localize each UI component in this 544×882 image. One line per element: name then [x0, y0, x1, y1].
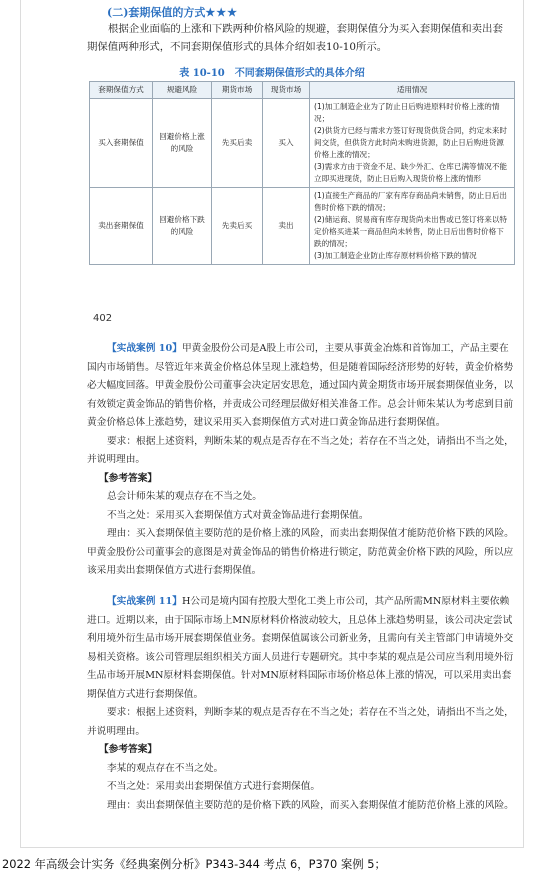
header-conditions: 适用情况 [310, 82, 515, 99]
cell-type: 卖出套期保值 [90, 188, 153, 265]
cell-spot: 买入 [263, 99, 310, 188]
table-header-row [90, 82, 515, 99]
condition-line: (1)直接生产商品的厂家有库存商品尚未销售，防止日后出售时价格下跌的情况； [314, 191, 508, 212]
condition-line: (1)加工制造企业为了防止日后购进原料时价格上涨的情况； [314, 102, 500, 123]
case-10 [87, 340, 517, 581]
page-number: 402 [93, 313, 113, 324]
case-10-label: 【实战案例 10】 [107, 343, 182, 354]
case-10-answer-line: 理由：买入套期保值主要防范的是价格上涨的风险，而卖出套期保值才能防范价格下跌的风险。甲黄金股份公司董事会的意图是对黄金饰品的销售价格进行锁定，防范黄金价格下跌的风险，所以应该采用卖出套期保值方式进行套期保值。 [87, 528, 514, 576]
hedging-table [89, 81, 515, 265]
header-spot: 现货市场 [263, 82, 310, 99]
case-11-answer-label: 【参考答案】 [99, 744, 158, 755]
table-row [90, 188, 515, 265]
cell-risk: 回避价格上涨的风险 [153, 99, 212, 188]
cell-conditions [310, 99, 515, 188]
intro-paragraph: 根据企业面临的上涨和下跌两种价格风险的规避，套期保值分为买入套期保值和卖出套期保值两种形式，不同套期保值形式的具体介绍如表10-10所示。 [87, 23, 503, 53]
header-futures: 期货市场 [212, 82, 263, 99]
section-title: (二)套期保值的方式★★★ [107, 6, 239, 19]
star-rating: ★★★ [205, 6, 239, 19]
book-page [20, 0, 524, 848]
table-title: 表 10-10 不同套期保值形式的具体介绍 [179, 68, 365, 79]
cell-conditions [310, 188, 515, 265]
case-11-paragraph [87, 593, 517, 704]
case-11-answer-line: 不当之处：采用卖出套期保值方式进行套期保值。 [107, 781, 321, 792]
header-risk: 规避风险 [153, 82, 212, 99]
cell-spot: 卖出 [263, 188, 310, 265]
condition-line: (2)储运商、贸易商有库存现货尚未出售或已签订将来以特定价格买进某一商品但尚未转售，防止日后出售时价格下跌的情况； [314, 215, 508, 248]
case-11-answer-line: 理由：卖出套期保值主要防范的是价格下跌的风险，而买入套期保值才能防范价格上涨的风险。 [107, 799, 514, 811]
cell-type: 买入套期保值 [90, 99, 153, 188]
case-11-label: 【实战案例 11】 [107, 596, 182, 607]
header-type: 套期保值方式 [90, 82, 153, 99]
case-10-paragraph [87, 340, 517, 433]
cell-futures: 先买后卖 [212, 99, 263, 188]
condition-line: (2)供货方已经与需求方签订好现货供货合同，约定未来时间交货，但供货方此时尚未购进货源，防止日后购进货源价格上涨的情况； [314, 126, 508, 159]
case-10-text: 甲黄金股份公司是A股上市公司，主要从事黄金冶炼和首饰加工，产品主要在国内市场销售。尽管近年来黄金价格总体呈现上涨趋势，但是随着国际经济形势的好转，黄金价格势必大幅度回落。甲黄金股份公司董事会决定居安思危，通过国内黄金期货市场开展套期保值业务，以有效锁定黄金饰品的销售价格，并责成公司经理层做好相关准备工作。总会计师朱某认为考虑到目前黄金价格总体上涨趋势，建议采用买入套期保值方式对进口黄金饰品进行套期保值。 [87, 343, 514, 428]
case-10-answer-label: 【参考答案】 [99, 472, 158, 484]
condition-line: (3)需求方由于资金不足、缺少外汇、仓库已满等情况不能立即买进现货，防止日后购入现货价格上涨的情形 [314, 162, 508, 183]
case-11 [87, 593, 517, 815]
case-10-requirement: 要求：根据上述资料，判断朱某的观点是否存在不当之处；若存在不当之处，请指出不当之处，并说明理由。 [87, 435, 514, 465]
case-11-text: H公司是境内国有控股大型化工类上市公司，其产品所需MN原材料主要依赖进口。近期以来，由于国际市场上MN原材料价格波动较大，且总体上涨趋势明显，该公司决定尝试利用境外衍生品市场开展套期保值业务。套期保值属该公司新业务，且需向有关主管部门申请境外交易相关资格。该公司管理层组织相关方面人员进行专题研究。其中李某的观点是公司应当利用境外衍生品市场开展MN原材料套期保值。针对MN原材料国际市场价格总体上涨的情况，可以采用卖出套期保值方式进行套期保值。 [87, 596, 514, 700]
case-11-requirement: 要求：根据上述资料，判断李某的观点是否存在不当之处；若存在不当之处，请指出不当之处，并说明理由。 [87, 707, 514, 737]
cell-risk: 回避价格下跌的风险 [153, 188, 212, 265]
case-10-answer-line: 不当之处：采用买入套期保值方式对黄金饰品进行套期保值。 [107, 509, 369, 521]
condition-line: (3)加工制造企业防止库存原材料价格下跌的情况 [314, 251, 477, 260]
table-row [90, 99, 515, 188]
cell-futures: 先卖后买 [212, 188, 263, 265]
case-10-answer-line: 总会计师朱某的观点存在不当之处。 [107, 491, 262, 502]
case-11-answer-line: 李某的观点存在不当之处。 [107, 762, 224, 774]
source-caption: 2022 年高级会计实务《经典案例分析》P343-344 考点 6，P370 案例 5； [2, 857, 386, 871]
